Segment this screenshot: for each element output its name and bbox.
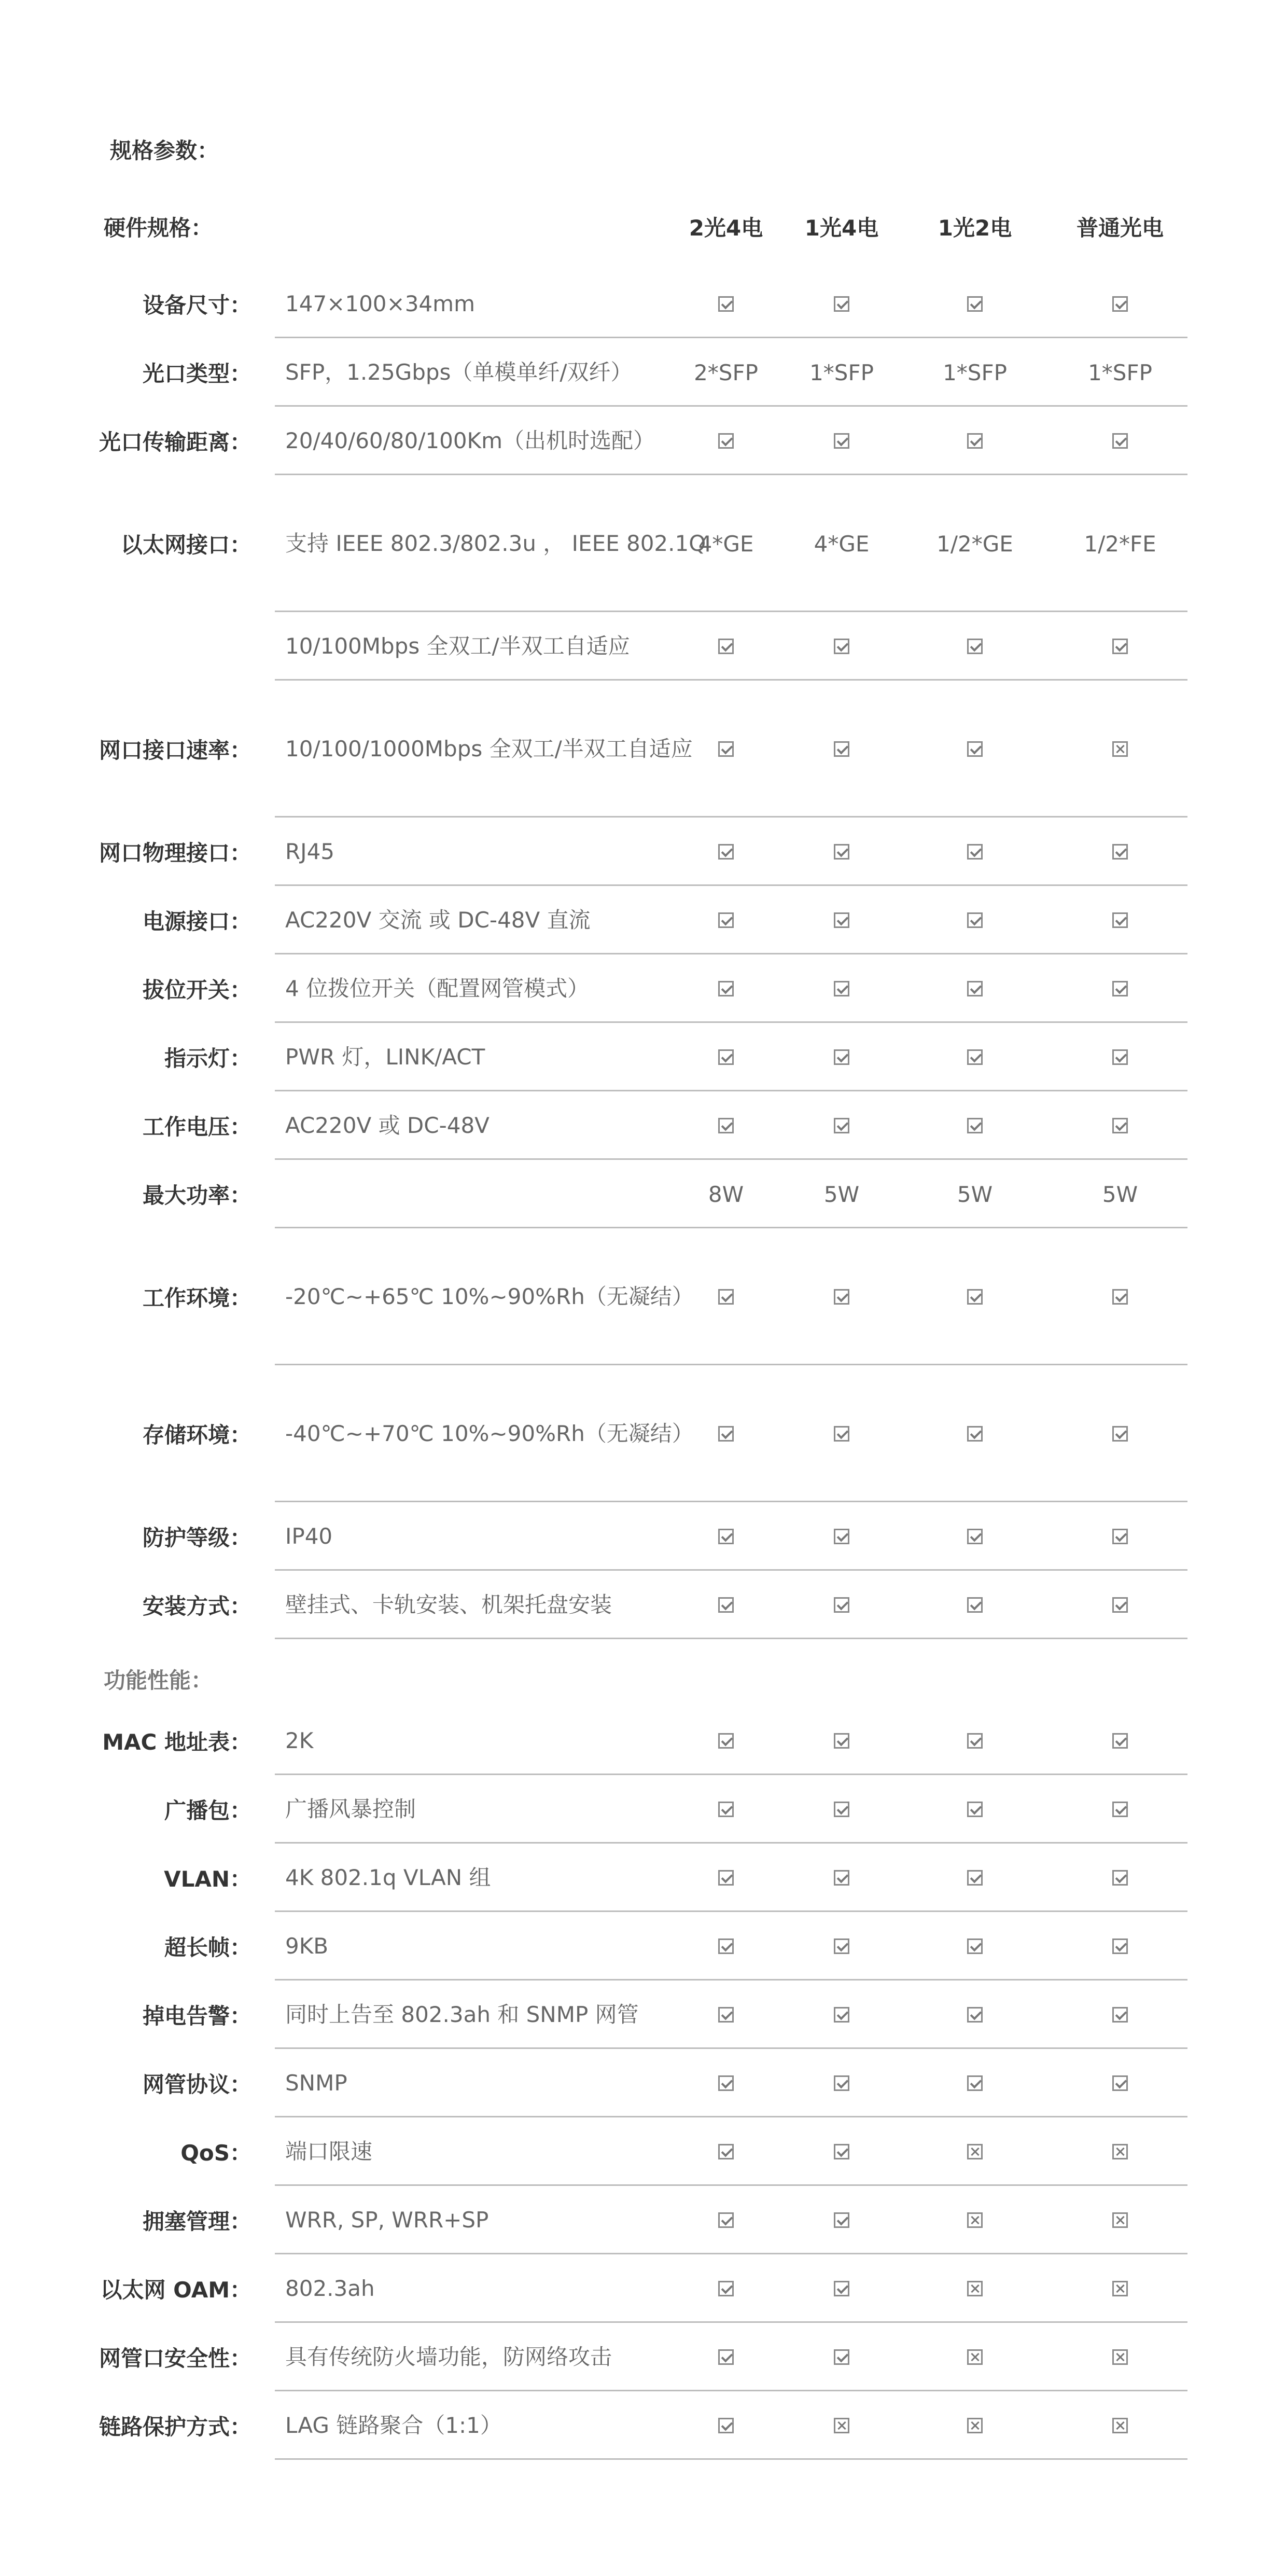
checked-box-icon [967,1118,983,1133]
checked-box-icon [967,1426,983,1442]
crossed-box-icon [1112,2349,1128,2365]
support-cell [664,1571,788,1639]
checked-box-icon [1112,981,1128,996]
support-cell [664,1365,788,1502]
table-row [93,1775,1187,1844]
support-cell [1058,1023,1182,1091]
support-cell [779,1775,904,1844]
checked-box-icon [1112,844,1128,860]
checked-box-icon [1112,1870,1128,1886]
support-cell [913,1844,1037,1912]
checked-box-icon [1112,1529,1128,1544]
support-cell [913,2049,1037,2117]
support-cell [913,270,1037,338]
support-cell [779,407,904,475]
row-description: -20℃~+65℃ 10%~90%Rh（无凝结） [285,1284,694,1309]
row-description: SNMP [285,2070,347,2096]
checked-box-icon [967,1870,983,1886]
row-label: 链路保护方式： [99,2414,251,2440]
checked-box-icon [718,1870,734,1886]
checked-box-icon [1112,1049,1128,1065]
support-cell [913,1775,1037,1844]
row-label: 安装方式： [142,1594,251,1619]
support-cell [1058,2049,1182,2117]
row-label: 光口类型： [142,361,251,386]
support-cell [1058,2323,1182,2391]
table-row [93,2254,1187,2323]
support-cell [1058,407,1182,475]
checked-box-icon [967,912,983,928]
support-cell [913,1091,1037,1160]
support-cell [1058,681,1182,818]
row-description: 10/100/1000Mbps 全双工/半双工自适应 [285,736,693,761]
support-cell [913,681,1037,818]
table-row [93,681,1187,818]
support-cell [913,1707,1037,1775]
checked-box-icon [834,981,849,996]
support-cell [1058,954,1182,1023]
checked-box-icon [834,1870,849,1886]
row-description: 端口限速 [285,2139,373,2164]
row-description: AC220V 交流 或 DC-48V 直流 [285,907,591,933]
support-cell [664,270,788,338]
checked-box-icon [967,2007,983,2023]
row-label [93,612,251,681]
crossed-box-icon [967,2418,983,2433]
table-row [93,1502,1187,1571]
crossed-box-icon [1112,741,1128,757]
row-label: 设备尺寸： [142,293,251,318]
support-cell [1058,270,1182,338]
row-label: 最大功率： [142,1183,251,1208]
table-row [93,818,1187,886]
checked-box-icon [718,844,734,860]
table-row [93,954,1187,1023]
checked-box-icon [718,2144,734,2159]
support-cell [1058,1981,1182,2049]
checked-box-icon [967,2075,983,2091]
support-cell [779,1365,904,1502]
checked-box-icon [1112,2075,1128,2091]
row-label: 以太网接口： [120,532,251,558]
checked-box-icon [1112,433,1128,449]
checked-box-icon [1112,296,1128,312]
support-cell [913,1228,1037,1365]
checked-box-icon [967,296,983,312]
table-row [93,886,1187,954]
row-label: 网口物理接口： [99,840,251,866]
checked-box-icon [834,1802,849,1817]
value-cell: 2*SFP [694,359,758,385]
row-description: WRR, SP, WRR+SP [285,2207,489,2233]
support-cell [913,954,1037,1023]
checked-box-icon [718,912,734,928]
support-cell [664,818,788,886]
checked-box-icon [1112,1597,1128,1613]
value-cell: 1*SFP [809,359,874,385]
checked-box-icon [834,1049,849,1065]
row-description: 4K 802.1q VLAN 组 [285,1865,491,1890]
column-header: 2光4电 [689,215,763,241]
checked-box-icon [967,1938,983,1954]
row-label: 拔位开关： [142,977,251,1003]
support-cell [664,954,788,1023]
row-label: 防护等级： [142,1525,251,1550]
support-cell [779,1228,904,1365]
checked-box-icon [967,741,983,757]
support-cell [779,1502,904,1571]
support-cell [664,2323,788,2391]
checked-box-icon [967,639,983,654]
hardware-section-label: 硬件规格： [104,215,213,241]
row-description: 4 位拨位开关（配置网管模式） [285,976,590,1001]
crossed-box-icon [967,2281,983,2296]
checked-box-icon [834,2144,849,2159]
checked-box-icon [718,1802,734,1817]
row-description: AC220V 或 DC-48V [285,1113,490,1138]
table-row [93,2117,1187,2186]
support-cell [779,1023,904,1091]
table-row [93,2323,1187,2391]
row-label: 光口传输距离： [99,430,251,455]
row-description: 20/40/60/80/100Km（出机时选配） [285,428,655,453]
row-description: LAG 链路聚合（1:1） [285,2413,502,2438]
crossed-box-icon [967,2349,983,2365]
checked-box-icon [834,1938,849,1954]
row-divider [275,2458,1187,2460]
support-cell [913,886,1037,954]
row-description: 2K [285,1728,314,1753]
row-label: VLAN： [164,1866,251,1892]
checked-box-icon [967,1733,983,1749]
support-cell [1058,1571,1182,1639]
function-section-header [93,1655,1187,1707]
row-label: 超长帧： [164,1935,251,1960]
checked-box-icon [1112,2007,1128,2023]
checked-box-icon [834,1426,849,1442]
checked-box-icon [967,981,983,996]
row-label: 网口接口速率： [99,738,251,763]
support-cell [913,2323,1037,2391]
checked-box-icon [718,741,734,757]
support-cell [664,1091,788,1160]
support-cell [779,886,904,954]
support-cell [913,1981,1037,2049]
support-cell [664,2254,788,2323]
support-cell [779,2391,904,2460]
table-row [93,1571,1187,1639]
value-cell: 1*SFP [1088,359,1152,385]
crossed-box-icon [834,2418,849,2433]
checked-box-icon [834,912,849,928]
checked-box-icon [718,296,734,312]
table-header [93,207,1187,249]
support-cell [664,886,788,954]
support-cell [779,2323,904,2391]
checked-box-icon [967,433,983,449]
table-row [93,338,1187,407]
support-cell [664,1981,788,2049]
table-row [93,1160,1187,1228]
checked-box-icon [834,1118,849,1133]
support-cell [1058,1707,1182,1775]
row-description: 同时上告至 802.3ah 和 SNMP 网管 [285,2002,639,2027]
row-description: RJ45 [285,839,335,864]
checked-box-icon [1112,1289,1128,1305]
support-cell [664,681,788,818]
checked-box-icon [1112,1118,1128,1133]
checked-box-icon [834,1733,849,1749]
table-row [93,1365,1187,1502]
support-cell [1058,1365,1182,1502]
support-cell [913,407,1037,475]
support-cell [913,818,1037,886]
crossed-box-icon [967,2144,983,2159]
checked-box-icon [718,2281,734,2296]
checked-box-icon [834,296,849,312]
support-cell [913,1365,1037,1502]
checked-box-icon [718,2418,734,2433]
row-description: 支持 IEEE 802.3/802.3u ， IEEE 802.1Q [285,531,706,556]
support-cell [664,612,788,681]
table-row [93,407,1187,475]
support-cell [779,818,904,886]
checked-box-icon [718,2212,734,2228]
support-cell [1058,1844,1182,1912]
value-cell: 8W [708,1181,744,1207]
support-cell [913,2254,1037,2323]
row-label: MAC 地址表： [102,1729,251,1755]
checked-box-icon [1112,1426,1128,1442]
row-description: 802.3ah [285,2276,375,2301]
value-cell: 5W [1102,1181,1138,1207]
checked-box-icon [718,1529,734,1544]
support-cell [1058,1775,1182,1844]
value-cell: 4*GE [814,531,870,557]
column-header: 1光2电 [938,215,1012,241]
checked-box-icon [1112,1802,1128,1817]
checked-box-icon [718,1289,734,1305]
value-cell: 1/2*GE [936,531,1013,557]
row-description: 9KB [285,1933,329,1959]
function-section-label: 功能性能： [104,1668,213,1693]
checked-box-icon [718,981,734,996]
row-description: 壁挂式、卡轨安装、机架托盘安装 [285,1592,612,1617]
checked-box-icon [834,2007,849,2023]
support-cell [913,1571,1037,1639]
checked-box-icon [834,639,849,654]
row-label: 存储环境： [142,1422,251,1448]
checked-box-icon [967,1802,983,1817]
crossed-box-icon [1112,2281,1128,2296]
support-cell [779,2186,904,2254]
checked-box-icon [834,1529,849,1544]
support-cell [1058,1091,1182,1160]
support-cell [779,612,904,681]
checked-box-icon [718,2007,734,2023]
table-row [93,2186,1187,2254]
checked-box-icon [834,2281,849,2296]
checked-box-icon [718,1049,734,1065]
table-row [93,1844,1187,1912]
crossed-box-icon [1112,2212,1128,2228]
support-cell [664,2117,788,2186]
checked-box-icon [834,1597,849,1613]
support-cell [779,1844,904,1912]
table-row [93,1228,1187,1365]
support-cell [913,2117,1037,2186]
support-cell [913,1502,1037,1571]
row-description: IP40 [285,1524,333,1549]
checked-box-icon [967,1049,983,1065]
column-header: 普通光电 [1076,215,1164,241]
crossed-box-icon [967,2212,983,2228]
support-cell [664,1707,788,1775]
row-label: 拥塞管理： [142,2209,251,2234]
row-label: 掉电告警： [142,2003,251,2029]
column-header: 1光4电 [804,215,879,241]
support-cell [664,1912,788,1981]
row-label: 工作环境： [142,1285,251,1311]
value-cell: 5W [957,1181,993,1207]
support-cell [1058,2254,1182,2323]
checked-box-icon [718,433,734,449]
support-cell [779,954,904,1023]
table-row [93,1091,1187,1160]
support-cell [1058,2117,1182,2186]
checked-box-icon [834,741,849,757]
checked-box-icon [834,2349,849,2365]
value-cell: 4*GE [698,531,754,557]
row-divider [275,1638,1187,1639]
support-cell [779,2049,904,2117]
support-cell [664,2049,788,2117]
value-cell: 5W [823,1181,860,1207]
support-cell [779,1091,904,1160]
support-cell [779,1912,904,1981]
checked-box-icon [834,1289,849,1305]
table-row [93,1023,1187,1091]
checked-box-icon [967,1597,983,1613]
row-label: 网管口安全性： [99,2346,251,2371]
support-cell [913,2186,1037,2254]
support-cell [664,1775,788,1844]
support-cell [913,612,1037,681]
checked-box-icon [718,1733,734,1749]
row-label: 电源接口： [142,909,251,934]
crossed-box-icon [1112,2144,1128,2159]
table-row [93,1981,1187,2049]
table-row [93,1912,1187,1981]
support-cell [779,681,904,818]
row-description: 具有传统防火墙功能，防网络攻击 [285,2344,612,2370]
support-cell [1058,2186,1182,2254]
checked-box-icon [967,1289,983,1305]
page-title: 规格参数： [110,138,219,163]
support-cell [913,2391,1037,2460]
checked-box-icon [718,2349,734,2365]
row-label: 以太网 OAM： [100,2277,251,2303]
checked-box-icon [1112,1733,1128,1749]
support-cell [664,407,788,475]
row-description: 147×100×34mm [285,291,475,316]
checked-box-icon [718,1426,734,1442]
checked-box-icon [834,2212,849,2228]
row-description: 广播风暴控制 [285,1796,416,1822]
checked-box-icon [1112,639,1128,654]
row-label: QoS： [180,2140,251,2166]
row-description: SFP，1.25Gbps（单模单纤/双纤） [285,359,633,385]
row-label: 网管协议： [142,2072,251,2097]
checked-box-icon [1112,1938,1128,1954]
support-cell [1058,612,1182,681]
checked-box-icon [967,1529,983,1544]
support-cell [779,1571,904,1639]
checked-box-icon [967,844,983,860]
support-cell [1058,818,1182,886]
value-cell: 1/2*FE [1084,531,1156,557]
table-row [93,475,1187,612]
support-cell [664,1228,788,1365]
support-cell [1058,1228,1182,1365]
row-description: 10/100Mbps 全双工/半双工自适应 [285,633,630,659]
support-cell [779,1707,904,1775]
support-cell [664,2186,788,2254]
value-cell: 1*SFP [943,359,1007,385]
table-row [93,2391,1187,2460]
row-label: 广播包： [164,1798,251,1823]
support-cell [779,1981,904,2049]
checked-box-icon [718,1938,734,1954]
support-cell [664,1023,788,1091]
checked-box-icon [718,639,734,654]
row-description: PWR 灯，LINK/ACT [285,1044,485,1070]
support-cell [913,1912,1037,1981]
table-row [93,270,1187,338]
support-cell [779,2254,904,2323]
checked-box-icon [834,433,849,449]
table-row [93,2049,1187,2117]
support-cell [1058,1502,1182,1571]
table-row [93,612,1187,681]
support-cell [1058,1912,1182,1981]
checked-box-icon [834,844,849,860]
checked-box-icon [718,1118,734,1133]
support-cell [664,1502,788,1571]
row-label: 指示灯： [164,1046,251,1071]
row-label: 工作电压： [142,1114,251,1140]
support-cell [1058,886,1182,954]
checked-box-icon [1112,912,1128,928]
support-cell [779,270,904,338]
crossed-box-icon [1112,2418,1128,2433]
support-cell [913,1023,1037,1091]
row-description: -40℃~+70℃ 10%~90%Rh（无凝结） [285,1421,694,1446]
support-cell [1058,2391,1182,2460]
support-cell [664,2391,788,2460]
table-row [93,1707,1187,1775]
support-cell [779,2117,904,2186]
checked-box-icon [834,2075,849,2091]
support-cell [664,1844,788,1912]
checked-box-icon [718,1597,734,1613]
checked-box-icon [718,2075,734,2091]
